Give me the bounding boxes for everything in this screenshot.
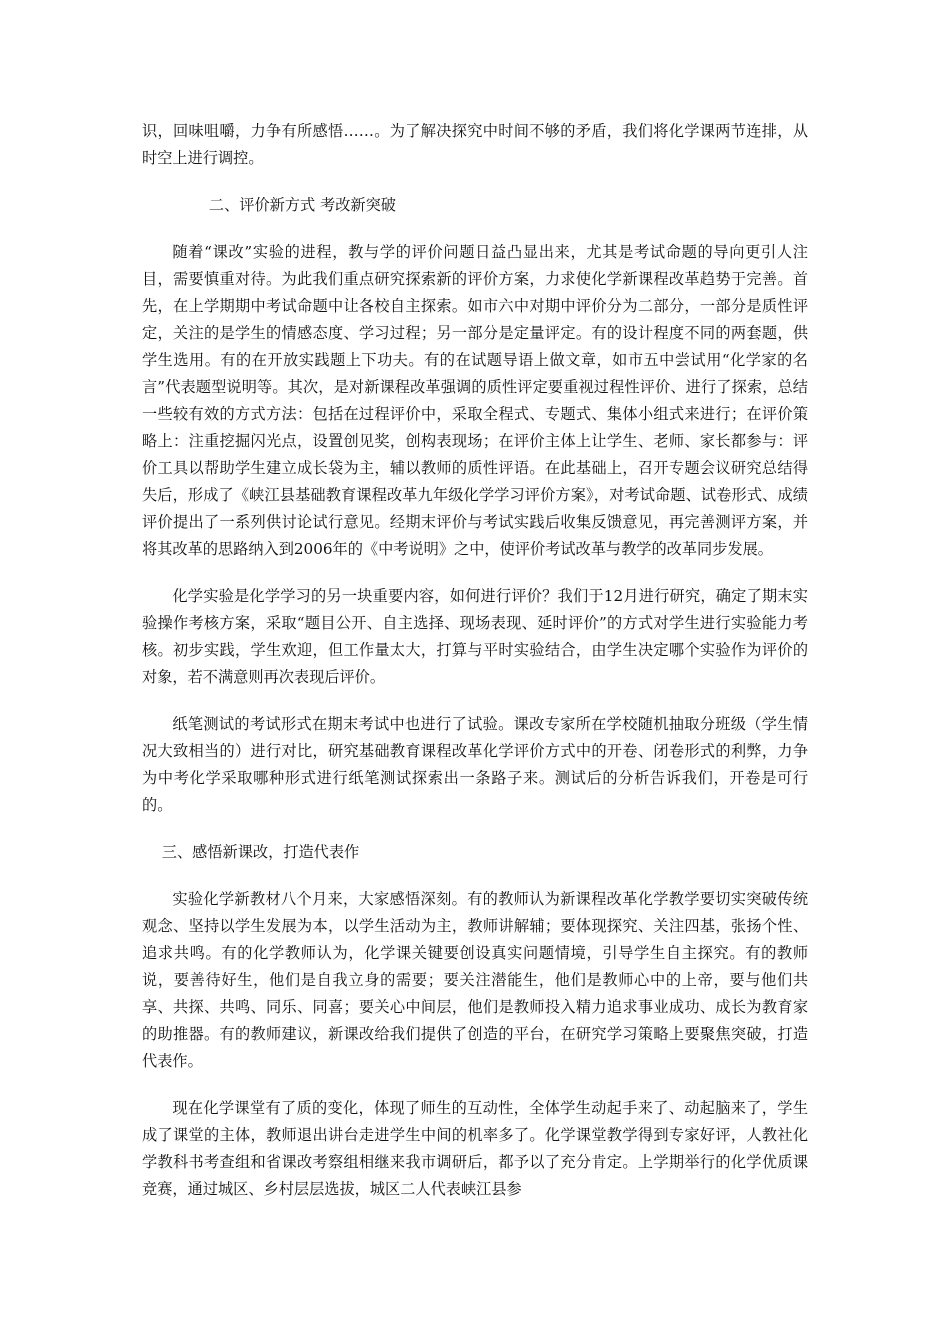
section-2-paragraph-3: 纸笔测试的考试形式在期末考试中也进行了试验。课改专家所在学校随机抽取分班级（学生情况大致相当的）进行对比，研究基础教育课程改革化学评价方式中的开卷、闭卷形式的利弊，力争为中考化学采取哪种形式进行纸笔测试探索出一条路子来。测试后的分析告诉我们，开卷是可行的。	[142, 715, 808, 814]
section-2-heading: 二、评价新方式 考改新突破	[208, 196, 396, 214]
section-2-paragraph-2: 化学实验是化学学习的另一块重要内容，如何进行评价？我们于12月进行研究，确定了期末实验操作考核方案，采取“题目公开、自主选择、现场表现、延时评价”的方式对学生进行实验能力考核。初步实践，学生欢迎，但工作量太大，打算与平时实验结合，由学生决定哪个实验作为评价的对象，若不满意则再次表现后评价。	[142, 587, 808, 686]
section-2-paragraph-1: 随着“课改”实验的进程，教与学的评价问题日益凸显出来，尤其是考试命题的导向更引人注目，需要慎重对待。为此我们重点研究探索新的评价方案，力求使化学新课程改革趋势于完善。首先，在上学期期中考试命题中让各校自主探索。如市六中对期中评价分为二部分，一部分是质性评定，关注的是学生的情感态度、学习过程；另一部分是定量评定。有的设计程度不同的两套题，供学生选用。有的在开放实践题上下功夫。有的在试题导语上做文章，如市五中尝试用“化学家的名言”代表题型说明等。其次，是对新课程改革强调的质性评定要重视过程性评价、进行了探索，总结一些较有效的方式方法：包括在过程评价中，采取全程式、专题式、集体小组式来进行；在评价策略上：注重挖掘闪光点，设置创见奖，创构表现场；在评价主体上让学生、老师、家长都参与：评价工具以帮助学生建立成长袋为主，辅以教师的质性评语。在此基础上，召开专题会议研究总结得失后，形成了《峡江县基础教育课程改革九年级化学学习评价方案》，对考试命题、试卷形式、成绩评价提出了一系列供讨论试行意见。经期末评价与考试实践后收集反馈意见，再完善测评方案，并将其改革的思路纳入到2006年的《中考说明》之中，使评价考试改革与教学的改革同步发展。	[142, 243, 808, 558]
continuation-paragraph: 识，回味咀嚼，力争有所感悟……。为了解决探究中时间不够的矛盾，我们将化学课两节连排，从时空上进行调控。	[142, 122, 808, 167]
section-3-paragraph-2: 现在化学课堂有了质的变化，体现了师生的互动性，全体学生动起手来了、动起脑来了，学生成了课堂的主体，教师退出讲台走进学生中间的机率多了。化学课堂教学得到专家好评，人教社化学教科书考查组和省课改考察组相继来我市调研后，都予以了充分肯定。上学期举行的化学优质课竞赛，通过城区、乡村层层选拔，城区二人代表峡江县参	[142, 1099, 808, 1198]
section-3-heading: 三、感悟新课改，打造代表作	[161, 843, 360, 861]
document-body	[142, 118, 808, 1223]
section-3-paragraph-1: 实验化学新教材八个月来，大家感悟深刻。有的教师认为新课程改革化学教学要切实突破传统观念、坚持以学生发展为本，以学生活动为主，教师讲解辅；要体现探究、关注四基，张扬个性、追求共鸣。有的化学教师认为，化学课关键要创设真实问题情境，引导学生自主探究。有的教师说，要善待好生，他们是自我立身的需要；要关注潜能生，他们是教师心中的上帝，要与他们共享、共探、共鸣、同乐、同喜；要关心中间层，他们是教师投入精力追求事业成功、成长为教育家的助推器。有的教师建议，新课改给我们提供了创造的平台，在研究学习策略上要聚焦突破，打造代表作。	[142, 890, 808, 1070]
